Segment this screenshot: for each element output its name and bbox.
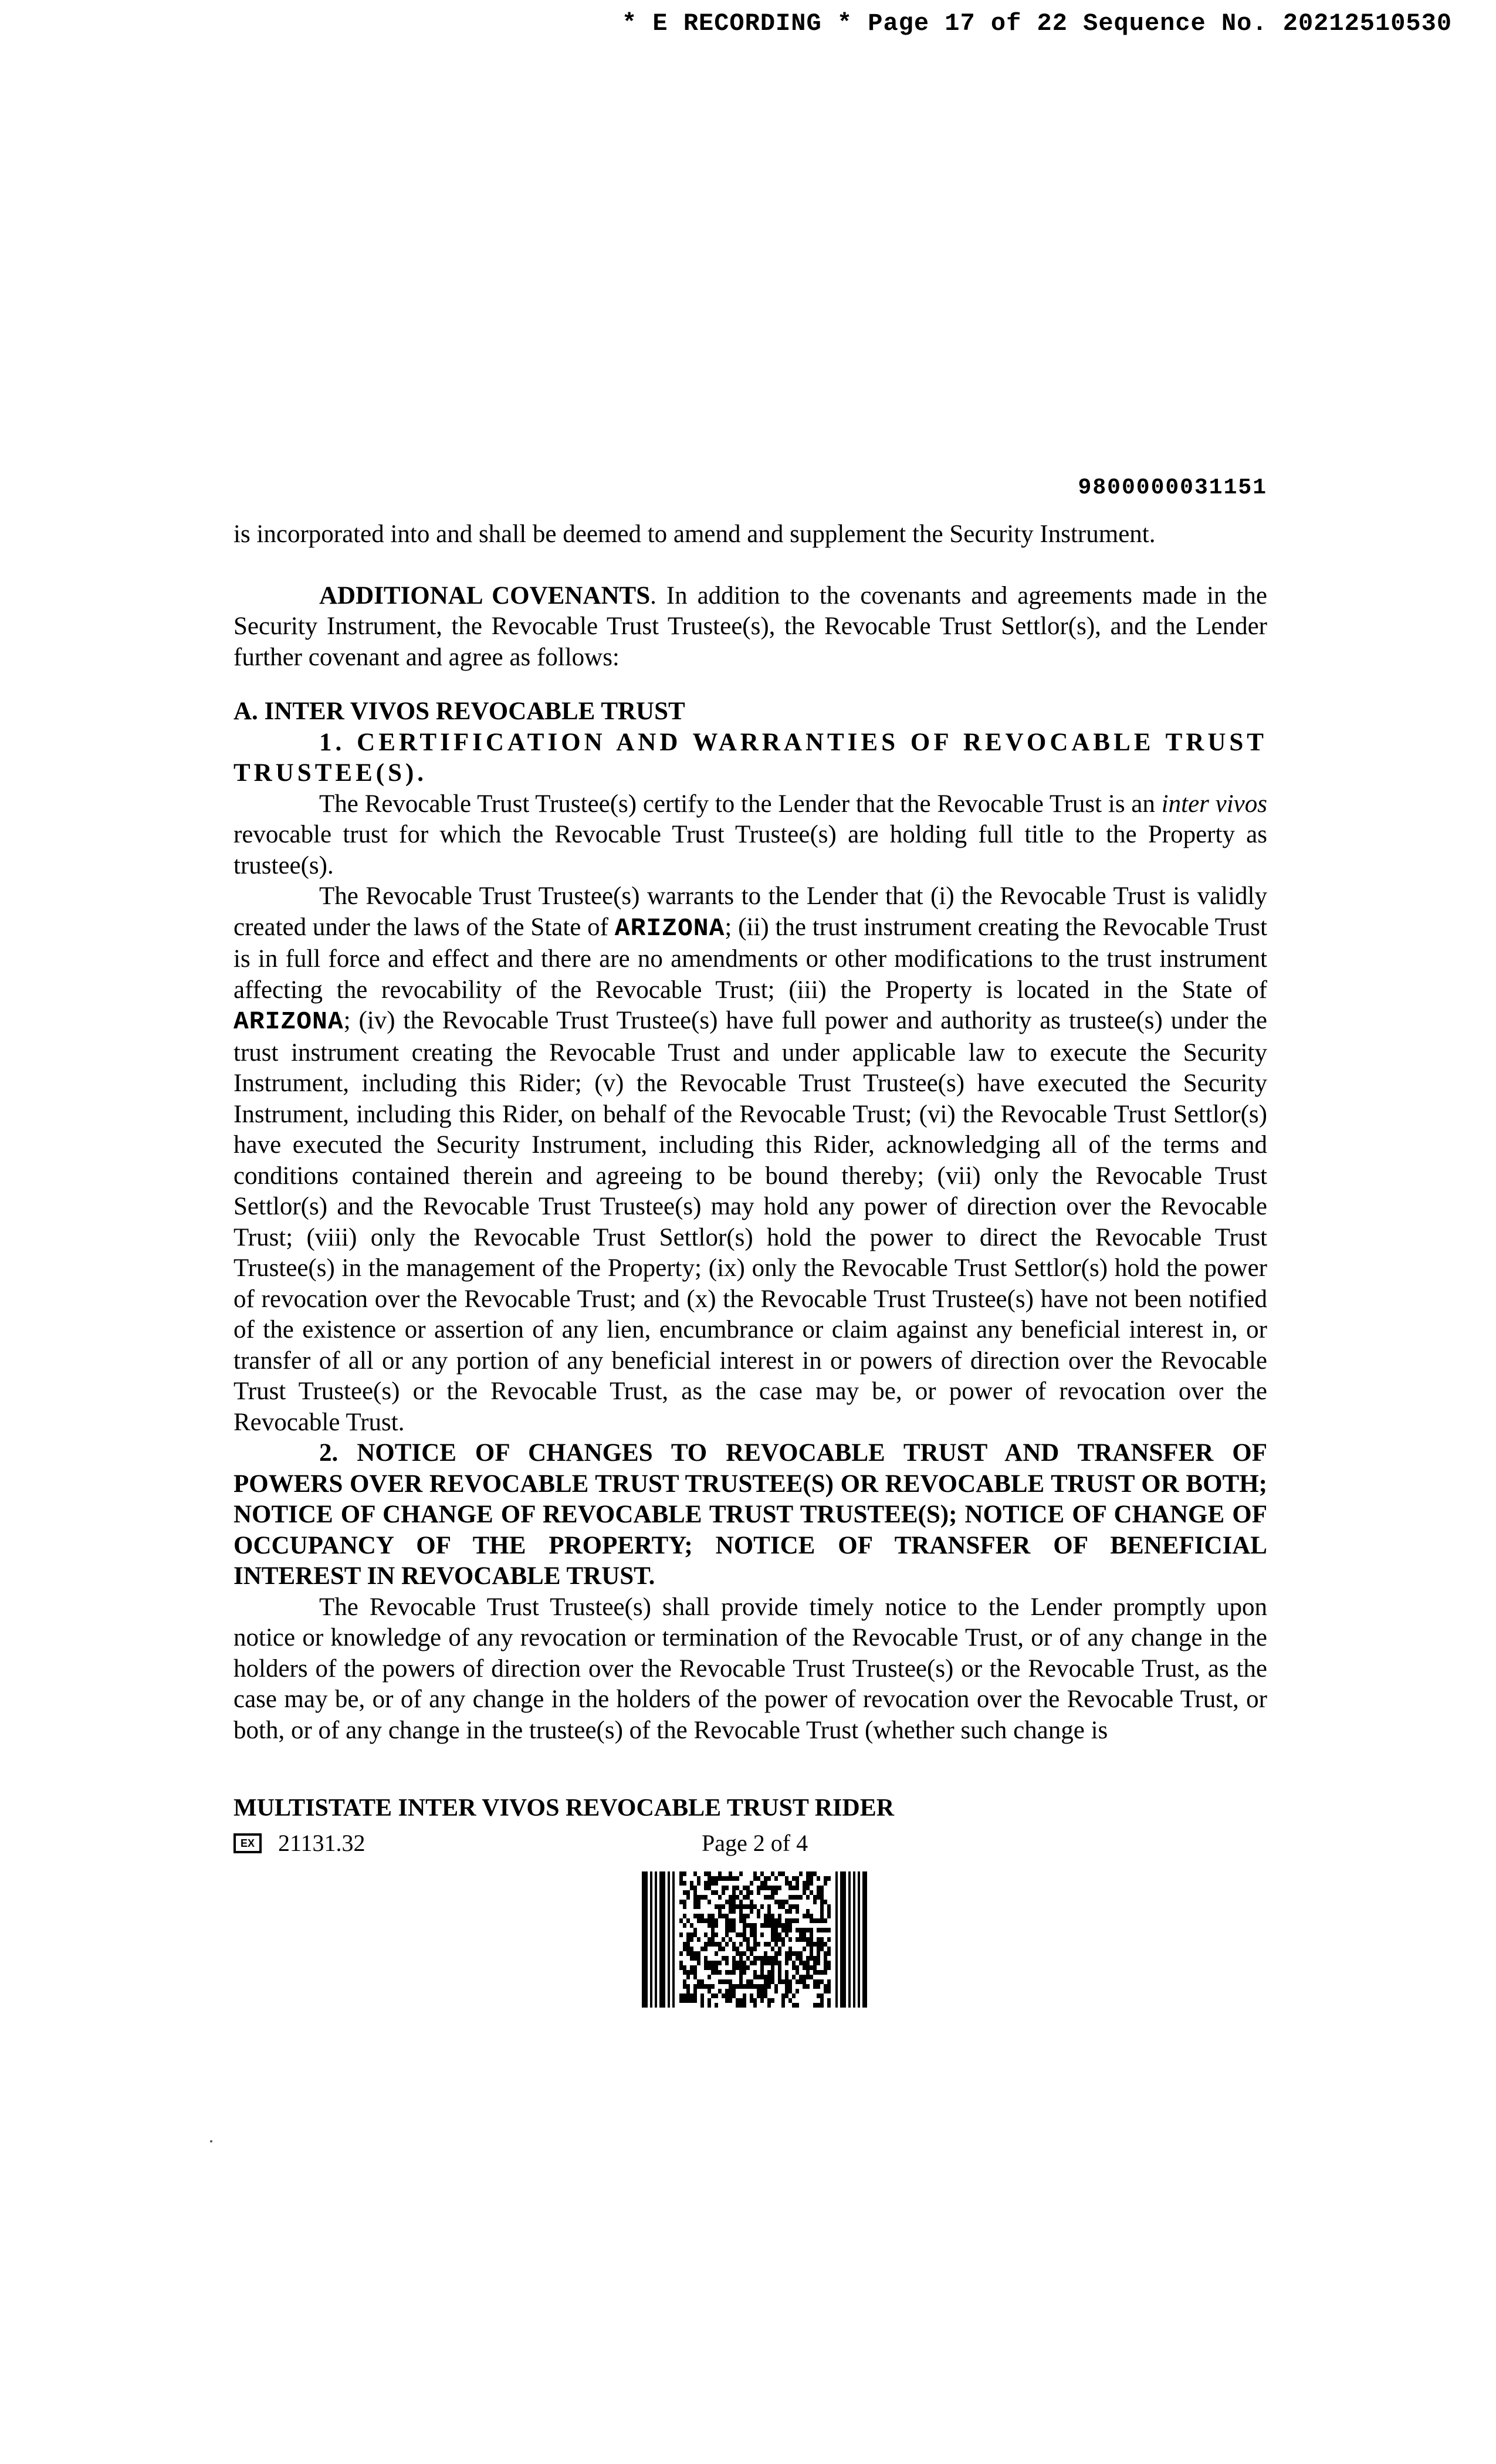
notice-paragraph: The Revocable Trust Trustee(s) shall provide timely notice to the Lender promptly upon notice or knowledge of any revocation or termination of the Revocable Trust, or of any change in the holders of the powers of direction over the Revocable Trust Trustee(s) or the Revocable Trust, as the case may be, or of any change in the holders of the power of revocation over the Revocable Trust, or both, or of any change in the trustee(s) of the Revocable Trust (whether such change is — [233, 1593, 1267, 1744]
intro-paragraph: is incorporated into and shall be deemed to amend and supplement the Security Instrument. — [233, 520, 1156, 548]
warranties-paragraph — [233, 881, 1267, 1438]
certification-paragraph — [233, 789, 1267, 882]
form-number-line — [233, 1829, 365, 1857]
scan-speck — [210, 2140, 212, 2143]
p1-text-before: The Revocable Trust Trustee(s) certify to the Lender that the Revocable Trust is an — [319, 790, 1162, 818]
recording-header: * E RECORDING * Page 17 of 22 Sequence No. 20212510530 — [622, 9, 1453, 38]
state-name-2: ARIZONA — [233, 1007, 344, 1036]
section-2-heading: 2. NOTICE OF CHANGES TO REVOCABLE TRUST AND TRANSFER OF POWERS OVER REVOCABLE TRUST TRUSTEE(S) OR REVOCABLE TRUST OR BOTH; NOTICE OF CHANGE OF REVOCABLE TRUST TRUSTEE(S); NOTICE OF CHANGE OF OCCUPANCY OF THE PROPERTY; NOTICE OF TRANSFER OF BENEFICIAL INTEREST IN REVOCABLE TRUST. — [233, 1439, 1267, 1590]
p1-text-after: revocable trust for which the Revocable Trust Trustee(s) are holding full title to the Property as trustee(s). — [233, 821, 1267, 879]
document-body — [233, 519, 1267, 1746]
page-number: Page 2 of 4 — [702, 1830, 808, 1856]
rider-title: MULTISTATE INTER VIVOS REVOCABLE TRUST RIDER — [233, 1795, 895, 1822]
p2-part3: ; (iv) the Revocable Trust Trustee(s) have full power and authority as trustee(s) under the trust instrument creating the Revocable Trust and under applicable law to execute the Security Instrument, including this Rider; (v) the Revocable Trust Trustee(s) have executed the Security Instrument, including this Rider, on behalf of the Revocable Trust; (vi) the Revocable Trust Settlor(s) have executed the Security Instrument, including this Rider, acknowledging all of the terms and conditions contained therein and agreeing to be bound thereby; (vii) only the Revocable Trust Settlor(s) and the Revocable Trust Trustee(s) may hold any power of direction over the Revocable Trust; (viii) only the Revocable Trust Settlor(s) hold the power to direct the Revocable Trust Trustee(s) in the management of the Property; (ix) only the Revocable Trust Settlor(s) hold the power of revocation over the Revocable Trust; and (x) the Revocable Trust Trustee(s) have not been notified of the existence or assertion of any lien, encumbrance or claim against any beneficial interest in, or transfer of all or any portion of any beneficial interest in or powers of direction over the Revocable Trust Trustee(s) or the Revocable Trust, as the case may be, or power of revocation over the Revocable Trust. — [233, 1007, 1267, 1436]
loan-number: 9800000031151 — [1078, 475, 1267, 500]
section-1-heading: 1. CERTIFICATION AND WARRANTIES OF REVOCABLE TRUST TRUSTEE(S). — [233, 728, 1267, 787]
p2-part2: ; (ii) the trust instrument creating the Revocable Trust is in full force and effect and there are no amendments or other modifications to the trust instrument affecting the revocability of the Revocable Trust; (iii) the Property is located in the State of — [233, 913, 1267, 1004]
p2-part1: The Revocable Trust Trustee(s) warrants to the Lender that (i) the Revocable Trust is validly created under the laws of the State of — [233, 882, 1267, 941]
section-a-heading: A. INTER VIVOS REVOCABLE TRUST — [233, 698, 685, 725]
form-logo-icon: EX — [233, 1833, 262, 1853]
state-name: ARIZONA — [614, 913, 725, 943]
form-number: 21131.32 — [278, 1830, 365, 1856]
p1-italic-term: inter vivos — [1161, 790, 1267, 818]
additional-covenants-paragraph — [233, 581, 1267, 673]
additional-covenants-text: . In addition to the covenants and agreements made in the Security Instrument, the Revocable Trust Trustee(s), the Revocable Trust Settlor(s), and the Lender further covenant and agree as follows: — [233, 581, 1267, 671]
barcode-icon — [642, 1871, 867, 2008]
additional-covenants-label: ADDITIONAL COVENANTS — [319, 581, 651, 610]
